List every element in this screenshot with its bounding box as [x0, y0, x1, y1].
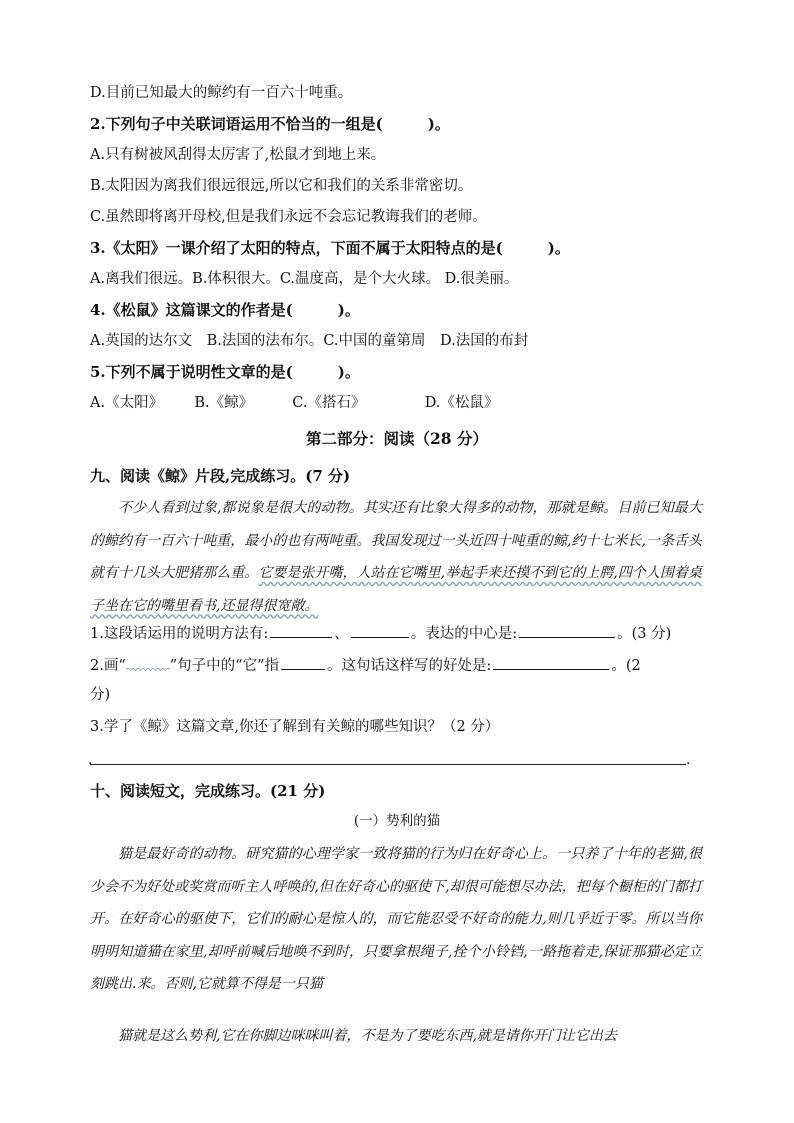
q1-option-d: D.目前已知最大的鲸约有一百六十吨重。 [90, 85, 353, 101]
sec9-q2 [90, 655, 641, 676]
sec9-q1-sep: 、 [334, 626, 349, 642]
q3-stem: 3.《太阳》一课介绍了太阳的特点，下面不属于太阳特点的是( )。 [90, 239, 570, 257]
sec9-q1-blank-3[interactable] [519, 623, 615, 638]
wavy-line-icon [126, 661, 170, 671]
sec9-q1-score: 。(3 分) [617, 626, 672, 642]
sec10-subtitle: (一）势利的猫 [353, 813, 441, 829]
sec9-q1-blank-2[interactable] [351, 623, 409, 638]
sec9-q2-blank-1[interactable] [281, 655, 325, 670]
sec9-heading: 九、阅读《鲸》片段,完成练习。(7 分) [90, 467, 351, 485]
q3-options: A.离我们很远。B.体积很大。C.温度高，是个大火球。 D.很美丽。 [90, 271, 519, 287]
sec9-q2-benefit-label: 。这句话这样写的好处是: [327, 658, 492, 674]
q2-option-b: B.太阳因为离我们很远很远,所以它和我们的关系非常密切。 [90, 178, 473, 194]
sec9-q2-it-label: ”句子中的“它”指 [169, 658, 279, 674]
sec9-q2-blank-2[interactable] [493, 655, 609, 670]
sec10-para-2: 猫就是这么势利,它在你脚边咪咪叫着，不是为了要吃东西,就是请你开门让它出去 [118, 1028, 617, 1044]
sec10-para-1: 猫是最好奇的动物。研究猫的心理学家一致将猫的行为归在好奇心上。一只养了十年的老猫,很少会不为好处或奖赏而听主人呼唤的,但在好奇心的驱使下,却很可能想尽办法，把每个橱柜的门都打开。在好奇心的驱使下，它们的耐心是惊人的，而它能忍受不好奇的能力,则几乎近于零。所以当你明明知道猫在家里,却呼前喊后地唤不到时，只要拿根绳子,拴个小铃铛,一路拖着走,保证那猫必定立刻跳出.来。否则,它就算不得是一只猫 [90, 846, 702, 992]
q2-option-c: C.虽然即将离开母校,但是我们永远不会忘记教诲我们的老师。 [90, 209, 487, 225]
q5-option-a: A.《太阳》 [90, 395, 164, 411]
sec9-q1-label: 1.这段话运用的说明方法有: [90, 626, 269, 642]
sec9-q2-score-cont: 分) [90, 687, 111, 703]
sec9-passage-wavy-sentence: 它要是张开嘴，人站在它嘴里,举起手来还摸不到它的上腭,四个人围着桌子坐在它的嘴里看书,还显得很宽敞。 [90, 565, 703, 614]
q2-stem: 2.下列句子中关联词语运用不恰当的一组是( )。 [90, 115, 450, 133]
sec9-q1-center-label: 。表达的中心是: [410, 626, 518, 642]
answer-line-start-dot: . [88, 752, 93, 768]
answer-line-end-dot: . [686, 752, 691, 768]
sec9-q3-answer-line[interactable] [90, 764, 686, 765]
sec9-q1 [90, 623, 671, 644]
sec9-q1-blank-1[interactable] [270, 623, 332, 638]
q5-option-d: D.《松鼠》 [424, 395, 499, 411]
sec9-q2-label: 2.画“ [90, 658, 126, 674]
sec9-passage [90, 492, 702, 622]
q5-option-b: B.《鲸》 [194, 395, 254, 411]
sec9-q2-score: 。(2 [611, 658, 641, 674]
q5-options [90, 393, 498, 413]
part2-title: 第二部分：阅读（28 分） [306, 429, 488, 448]
q4-stem: 4.《松鼠》这篇课文的作者是( )。 [90, 301, 360, 319]
q4-options: A.英国的达尔文 B.法国的法布尔。C.中国的童第周 D.法国的布封 [90, 333, 529, 349]
q5-stem: 5.下列不属于说明性文章的是( )。 [90, 363, 360, 381]
sec10-heading: 十、阅读短文，完成练习。(21 分) [90, 782, 326, 800]
sec9-q3: 3.学了《鲸》这篇文章,你还了解到有关鲸的哪些知识？（2 分） [90, 719, 500, 735]
q2-option-a: A.只有树被风刮得太厉害了,松鼠才到地上来。 [90, 147, 386, 163]
q5-option-c: C.《搭石》 [292, 395, 366, 411]
sec9-passage-text: 不少人看到过象,都说象是很大的动物。其实还有比象大得多的动物，那就是鲸。目前已知最大的鲸约有一百六十吨重，最小的也有两吨重。我国发现过一头近四十吨重的鲸,约十七米长,一条舌头就有十几头大肥猪那么重。 [90, 500, 702, 581]
